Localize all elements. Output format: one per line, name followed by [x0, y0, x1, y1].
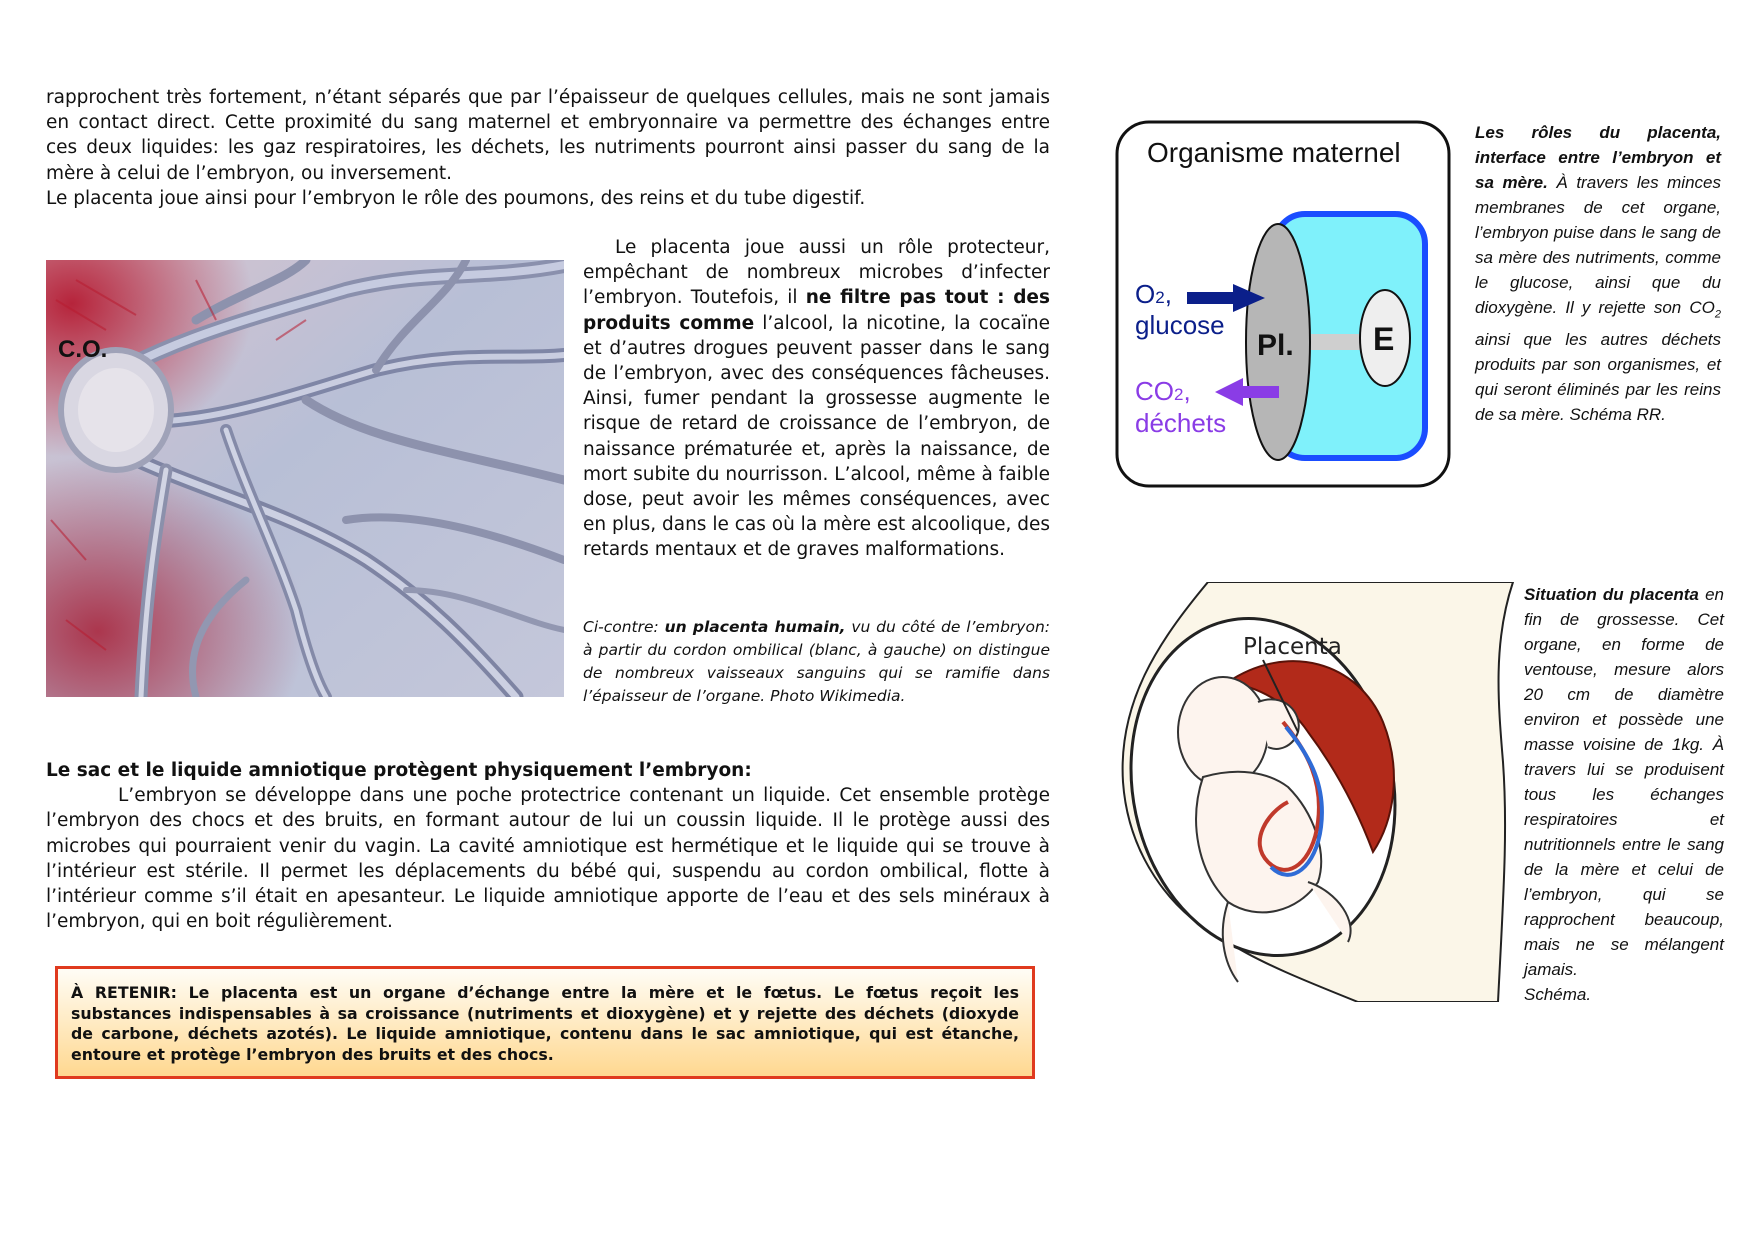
pregnancy-caption-title: Situation du placenta	[1524, 585, 1699, 604]
intro-last-line: Le placenta joue ainsi pour l’embryon le rôle des poumons, des reins et du tube digestif.	[46, 187, 866, 209]
pregnancy-caption	[1524, 582, 1724, 1007]
protect-text-bold: ne filtre pas tout : des produits comme	[583, 287, 1050, 334]
output-label-2: déchets	[1135, 408, 1227, 438]
input-label-1: O2,	[1135, 279, 1172, 309]
retenir-text: Le placenta est un organe d’échange entre la mère et le fœtus. Le fœtus reçoit les substances indispensables à sa croissance (nutriments et dioxygène) et y rejette des déchets (dioxyde de carbone, déchets azotés). Le liquide amniotique, contenu dans le sac amniotique, qui est étanche, entoure et protège l’embryon des bruits et des chocs.	[71, 983, 1020, 1064]
intro-line: ces deux liquides: les gaz respiratoires, les déchets, les nutriments pourront ainsi passer du sang de la	[46, 137, 1050, 159]
diagram-caption	[1475, 120, 1721, 427]
photo-caption-bold: un placenta humain,	[664, 618, 846, 636]
intro-line: rapprochent très fortement, n’étant séparés que par l’épaisseur de quelques cellules, mais ne sont jamais	[46, 87, 1050, 108]
diagram-caption-sub: 2	[1714, 308, 1721, 321]
pregnancy-caption-credit: Schéma.	[1524, 985, 1592, 1004]
photo-caption-text-1: Ci-contre:	[583, 618, 665, 636]
protect-text-2: l’alcool, la nicotine, la cocaïne et d’autres drogues peuvent passer dans le sang de l’embryon, avec des conséquences fâcheuses. Ainsi, fumer pendant la grossesse augmente le risque de retard de croissance de l’embryon, de naissance prématurée et, après la naissance, de mort subite du nourrisson. L’alcool, même à faible dose, peut avoir les mêmes conséquences, avec en plus, dans le cas où la mère est alcoolique, des retards mentaux et de graves malformations.	[583, 312, 1050, 561]
input-label-2: glucose	[1135, 310, 1225, 340]
output-label-1: CO2,	[1135, 376, 1191, 406]
photo-caption-text-2: vu du côté de l’embryon: à partir du cordon ombilical (blanc, à gauche) on distingue de nombreux vaisseaux sanguins qui se ramifie dans l’épaisseur de l’organe. Photo Wikimedia.	[583, 618, 1050, 705]
protective-role-paragraph	[583, 235, 1050, 563]
placenta-photo	[46, 260, 564, 697]
diagram-caption-text-1: À travers les minces membranes de cet organe, l’embryon puise dans le sang de sa mère des nutriments, comme le glucose, ainsi que du dioxygène. Il y rejette son CO	[1475, 173, 1721, 317]
diagram-caption-title: Les rôles du placenta, interface entre l’embryon et sa mère.	[1475, 123, 1721, 192]
exchange-diagram	[1115, 120, 1451, 490]
placenta-label: Pl.	[1257, 329, 1294, 362]
retenir-box	[55, 966, 1035, 1079]
retenir-label: À RETENIR:	[71, 983, 177, 1002]
pregnancy-illustration-figure	[1108, 582, 1518, 1002]
intro-line: en contact direct. Cette proximité du sang maternel et embryonnaire va permettre des échanges entre	[46, 112, 1050, 134]
photo-caption	[583, 616, 1050, 708]
amniotic-text: L’embryon se développe dans une poche protectrice contenant un liquide. Cet ensemble protège l’embryon des chocs et des bruits, en formant autour de lui un coussin liquide. Il le protège aussi des microbes qui pourraient venir du vagin. La cavité amniotique est hermétique et le liquide qui se trouve à l’intérieur est stérile. Il permet les déplacements du bébé qui, suspendu au cordon ombilical, flotte à l’intérieur comme s’il était en apesanteur. Le liquide amniotique apporte de l’eau et des sels minéraux à l’embryon, qui en boit régulièrement.	[46, 785, 1050, 933]
cordon-label: C.O.	[58, 336, 108, 363]
protect-text-1: Le placenta joue aussi un rôle protecteur, empêchant de nombreux microbes d’infecter l’embryon. Toutefois, il	[583, 237, 1050, 309]
diagram-caption-text-2: ainsi que les autres déchets produits par son organismes, et qui seront éliminés par les reins de sa mère. Schéma RR.	[1475, 330, 1721, 425]
pregnancy-illustration	[1108, 582, 1518, 1002]
placenta-photo-image	[46, 260, 564, 697]
exchange-diagram-figure	[1115, 120, 1451, 490]
placenta-illustration-label: Placenta	[1243, 634, 1342, 660]
embryo-label: E	[1373, 321, 1395, 357]
diagram-title: Organisme maternel	[1147, 137, 1401, 168]
amniotic-heading: Le sac et le liquide amniotique protègent physiquement l’embryon:	[46, 760, 752, 781]
pregnancy-caption-text: en fin de grossesse. Cet organe, en forme de ventouse, mesure alors 20 cm de diamètre environ et possède une masse voisine de 1kg. À travers lui se produisent tous les échanges respiratoires et nutritionnels entre le sang de la mère et celui de l’embryon, qui se rapprochent beaucoup, mais ne se mélangent jamais.	[1524, 585, 1724, 979]
intro-line: mère à celui de l’embryon, ou inversement.	[46, 162, 453, 184]
amniotic-section	[46, 758, 1050, 934]
intro-paragraph	[46, 85, 1050, 211]
